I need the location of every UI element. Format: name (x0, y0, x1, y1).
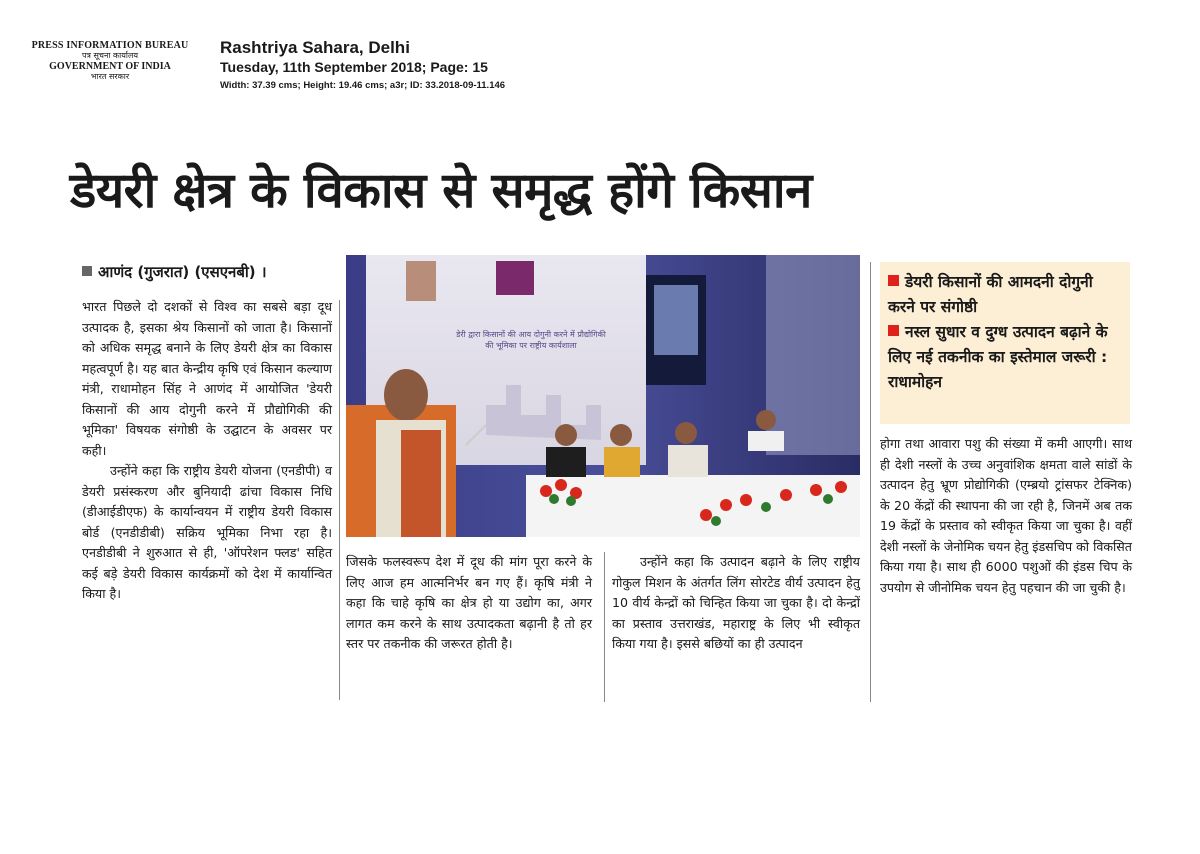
article-column-1 (82, 297, 332, 605)
column-divider (870, 262, 871, 702)
paragraph: उन्होंने कहा कि राष्ट्रीय डेयरी योजना (एनडीपी) व डेयरी प्रसंस्करण और बुनियादी ढांचा विकास निधि (डीआईडीएफ) के कार्यान्वयन में राष्ट्रीय डेयरी विकास बोर्ड (एनडीडीबी) सक्रिय भूमिका निभा रहा है। एनडीडीबी ने शुरुआत से ही, 'ऑपरेशन फ्लड' सहित कई बड़े डेयरी विकास कार्यक्रमों को देश में कार्यान्वित किया है। (82, 463, 332, 601)
logo-line-1: PRESS INFORMATION BUREAU (31, 40, 189, 51)
photo-banner-text (426, 329, 636, 351)
article-column-4 (880, 434, 1132, 598)
paragraph: उन्होंने कहा कि उत्पादन बढ़ाने के लिए राष्ट्रीय गोकुल मिशन के अंतर्गत लिंग सोरटेड वीर्य उत्पादन हेतु 10 वीर्य केन्द्रों को चिन्हित किया जा चुका है। दो केन्द्रों का प्रस्ताव उत्तराखंड, महाराष्ट्र के लिए भी स्वीकृत किया गया है। इससे बछियों का ही उत्पादन (612, 554, 860, 651)
red-square-icon (888, 275, 899, 286)
photo-illustration (346, 255, 860, 537)
column-divider (604, 552, 605, 702)
paragraph: जिसके फलस्वरूप देश में दूध की मांग पूरा करने के लिए आज हम आत्मनिर्भर बन गए हैं। कृषि मंत्री ने कहा कि चाहे कृषि का क्षेत्र हो या उद्योग का, अगर लागत कम करने के साथ उत्पादकता बढ़ानी है तो हर स्तर पर तकनीक की जरूरत होती है। (346, 554, 592, 651)
dateline-text: आणंद (गुजरात) (एसएनबी) । (98, 263, 267, 281)
red-square-icon (888, 325, 899, 336)
logo-line-4: भारत सरकार (90, 72, 130, 81)
clipping-meta: Width: 37.39 cms; Height: 19.46 cms; a3r; ID: 33.2018-09-11.146 (220, 80, 506, 91)
article-column-3 (612, 552, 860, 655)
highlight-text: नस्ल सुधार व दुग्ध उत्पादन बढ़ाने के लिए नई तकनीक का इस्तेमाल जरूरी : राधामोहन (888, 323, 1108, 391)
highlight-text: डेयरी किसानों की आमदनी दोगुनी करने पर संगोष्ठी (888, 273, 1093, 316)
highlight-item (880, 320, 1130, 395)
newspaper-name: Rashtriya Sahara, Delhi (220, 38, 410, 57)
headline: डेयरी क्षेत्र के विकास से समृद्ध होंगे किसान (70, 162, 812, 219)
paragraph: होगा तथा आवारा पशु की संख्या में कमी आएगी। साथ ही देशी नस्लों के उच्च अनुवांशिक क्षमता वाले सांडों के उत्पादन हेतु भ्रूण प्रोद्योगिकी (एम्ब्रयो ट्रांसफर टेक्निक) के 20 केंद्रों की स्थापना की जा रही है, जिनमें अब तक 19 केंद्रों के प्रस्ताव को स्वीकृत किया जा चुका है। वहीं देशी नस्लों के जेनोमिक चयन हेतु इंडसचिप को विकसित किया गया है। साथ ही 6000 पशुओं की इंडस चिप के उपयोग से जीनोमिक चयन हेतु पहचान की जा चुकी है। (880, 436, 1132, 595)
banner-line-2: की भूमिका पर राष्ट्रीय कार्यशाला (485, 341, 577, 350)
column-divider (339, 300, 340, 700)
banner-line-1: डेरी द्वारा किसानों की आय दोगुनी करने में प्रौद्योगिकी (456, 330, 606, 339)
logo-line-3: GOVERNMENT OF INDIA (49, 61, 171, 72)
highlight-item (880, 262, 1130, 320)
event-photo (346, 255, 860, 537)
dateline-square-icon (82, 266, 92, 276)
logo-line-2: पत्र सूचना कार्यालय (81, 51, 139, 60)
dateline (82, 262, 267, 282)
pib-logo (30, 40, 190, 92)
publication-date: Tuesday, 11th September 2018; Page: 15 (220, 59, 488, 75)
paragraph: भारत पिछले दो दशकों से विश्व का सबसे बड़ा दूध उत्पादक है, इसका श्रेय किसानों को जाता है। किसानों को अधिक समृद्ध बनाने के लिए डेयरी क्षेत्र का विकास महत्वपूर्ण है। यह बात केन्द्रीय कृषि एवं किसान कल्याण मंत्री, राधामोहन सिंह ने आणंद में आयोजित 'डेयरी किसानों की आय दोगुनी करने में प्रौद्योगिकी की भूमिका' विषयक संगोष्ठी के उद्घाटन के अवसर पर कही। (82, 299, 332, 458)
highlight-box (880, 262, 1130, 424)
article-column-2 (346, 552, 592, 655)
